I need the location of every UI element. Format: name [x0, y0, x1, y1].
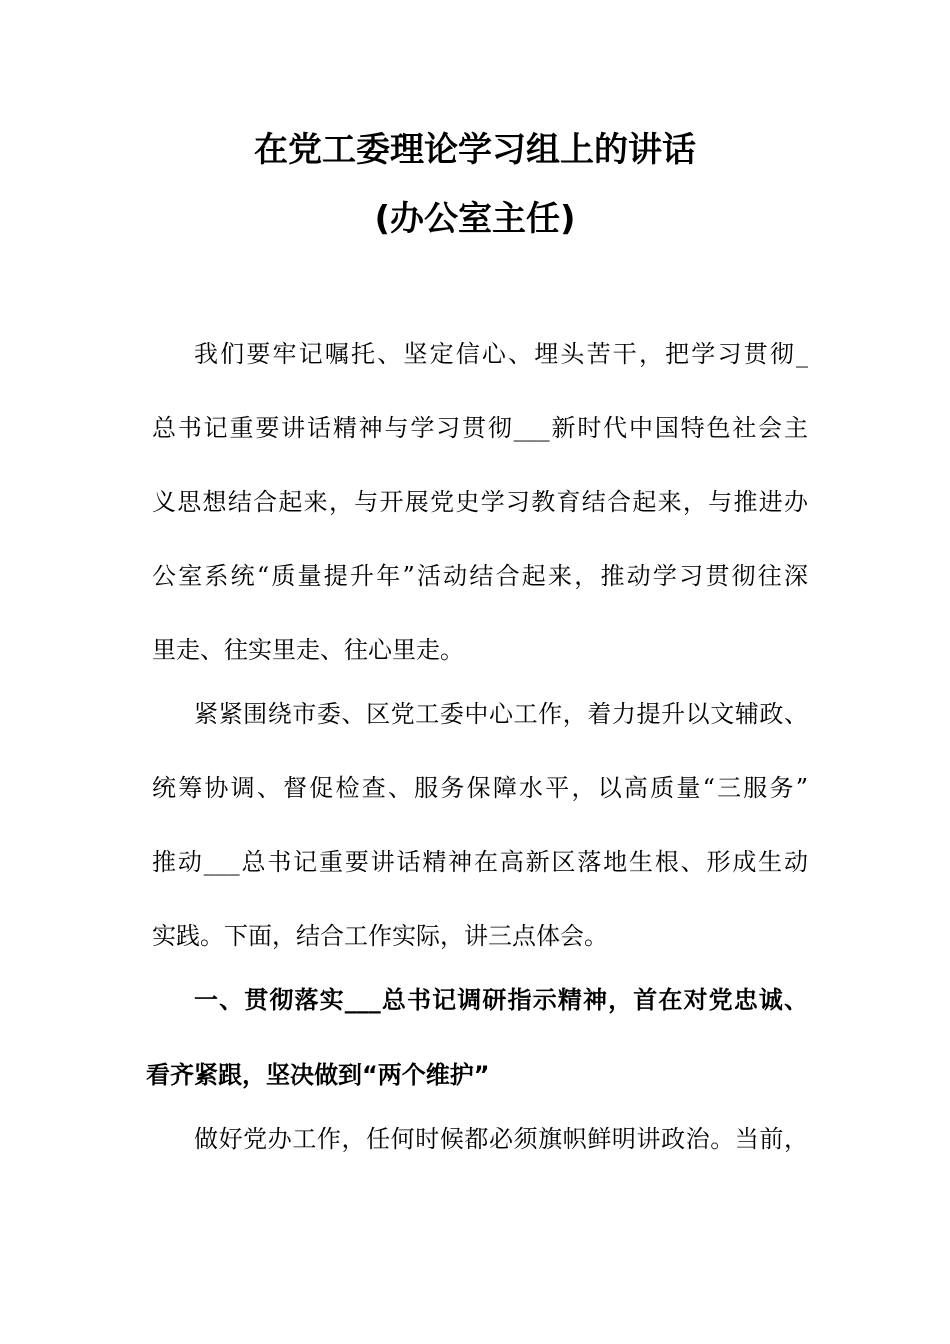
- document-subtitle: (办公室主任): [374, 199, 576, 239]
- text-line: 实践。下面，结合工作实际，讲三点体会。: [152, 922, 608, 950]
- text-line: 公室系统“质量提升年”活动结合起来，推动学习贯彻往深: [152, 562, 808, 590]
- text-line: 里走、往实里走、往心里走。: [152, 636, 464, 664]
- document-title: 在党工委理论学习组上的讲话: [254, 130, 696, 170]
- text-line: 紧紧围绕市委、区党工委中心工作，着力提升以文辅政、: [194, 700, 808, 728]
- text-line: 总书记重要讲话精神与学习贯彻___新时代中国特色社会主: [152, 414, 808, 442]
- heading-line: 一、贯彻落实___总书记调研指示精神，首在对党忠诚、: [194, 986, 808, 1014]
- text-line: 推动___总书记重要讲话精神在高新区落地生根、形成生动: [152, 848, 808, 876]
- text-line: 统筹协调、督促检查、服务保障水平，以高质量“三服务”: [152, 774, 808, 802]
- text-line: 我们要牢记嘱托、坚定信心、埋头苦干，把学习贯彻_: [194, 340, 808, 368]
- heading-line: 看齐紧跟，坚决做到“两个维护”: [146, 1061, 490, 1089]
- text-line: 做好党办工作，任何时候都必须旗帜鲜明讲政治。当前，: [194, 1125, 808, 1153]
- text-line: 义思想结合起来，与开展党史学习教育结合起来，与推进办: [152, 488, 808, 516]
